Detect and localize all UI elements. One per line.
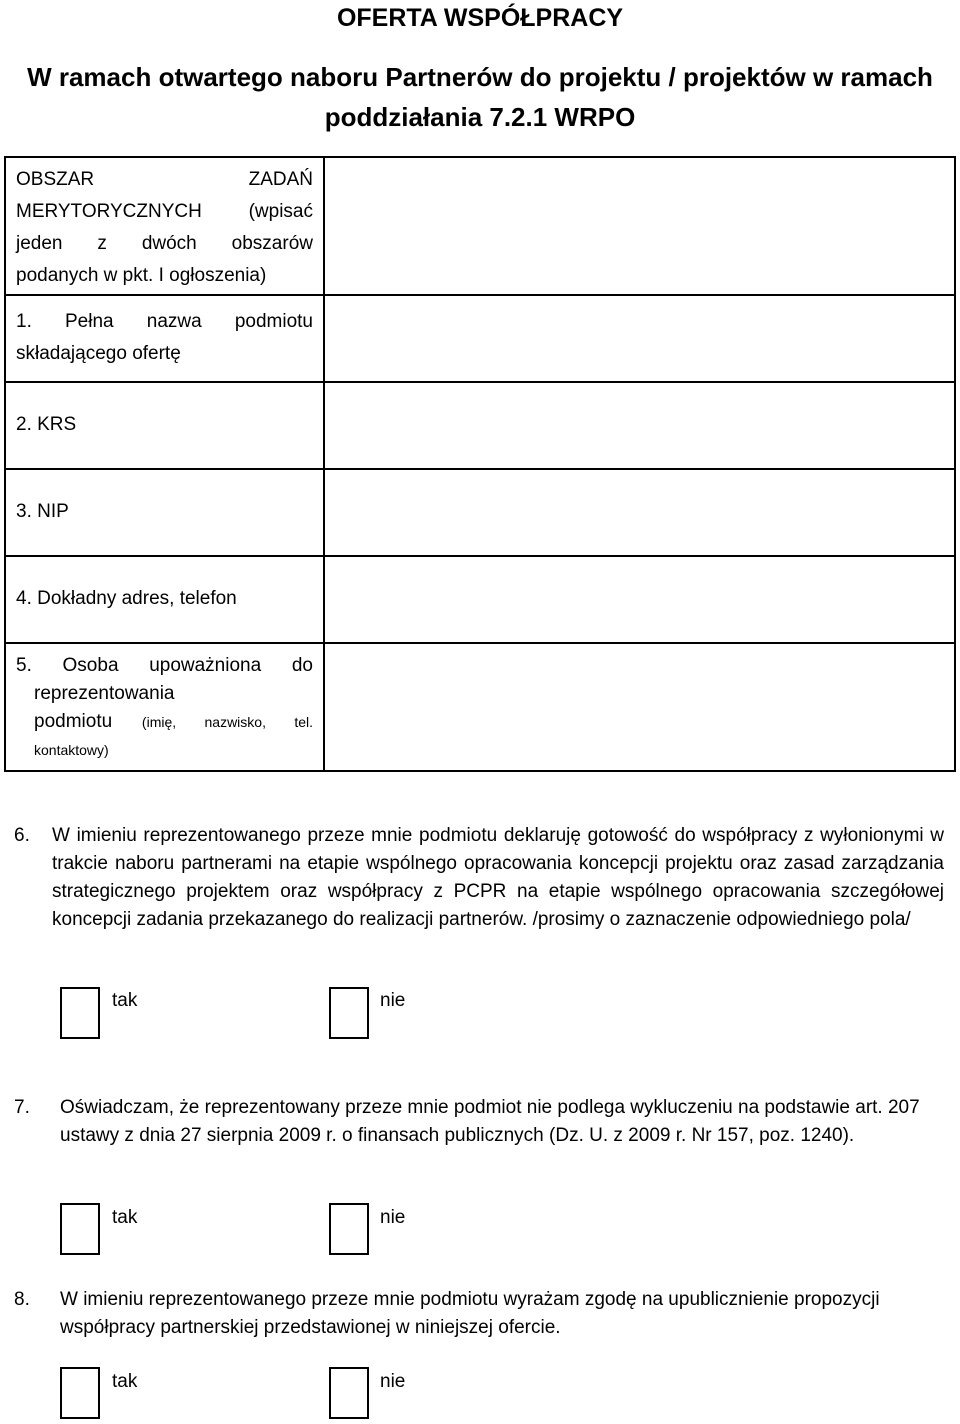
declaration-8-no-label: nie	[380, 1371, 406, 1392]
declaration-7-yes-label: tak	[112, 1207, 138, 1228]
declaration-text: W imieniu reprezentowanego przeze mnie podmiotu deklaruję gotowość do współpracy z wyłonionymi w trakcie naboru partnerami na etapie wspólnego opracowania koncepcji projektu oraz zasad zarządzania strategicznego projektem oraz współpracy z PCPR na etapie wspólnego opracowania szczegółowej koncepcji zadania przekazanego do realizacji partnerów. /prosimy o zaznaczenie odpowiedniego pola/	[52, 825, 944, 930]
offer-form-table	[4, 156, 956, 772]
krs-value-field[interactable]	[324, 382, 955, 469]
form-row-representative	[5, 643, 955, 771]
declaration-number: 7.	[14, 1097, 30, 1118]
declaration-8-yes-checkbox[interactable]	[60, 1367, 100, 1419]
declaration-6-yes-checkbox[interactable]	[60, 987, 100, 1039]
area-label-line: jeden z dwóch obszarów	[16, 233, 313, 254]
form-row-address	[5, 556, 955, 643]
form-row-nip	[5, 469, 955, 556]
declaration-8-no-checkbox[interactable]	[329, 1367, 369, 1419]
entity-name-label-cell	[5, 295, 324, 382]
declaration-6-no-label: nie	[380, 990, 406, 1011]
address-label-cell	[5, 556, 324, 643]
document-title	[0, 3, 960, 33]
form-row-entity-name	[5, 295, 955, 382]
entity-name-label-line: 1. Pełna nazwa podmiotu	[16, 311, 313, 332]
declaration-8-yes-label: tak	[112, 1371, 138, 1392]
declaration-7	[14, 1094, 934, 1150]
entity-name-value-field[interactable]	[324, 295, 955, 382]
area-label-line: MERYTORYCZNYCH (wpisać	[16, 201, 313, 222]
representative-label-hint-cont: kontaktowy)	[34, 742, 109, 758]
area-label-cell	[5, 157, 324, 295]
entity-name-label-line: składającego ofertę	[16, 343, 181, 364]
representative-label-main: podmiotu	[34, 711, 113, 732]
area-label-line: OBSZAR ZADAŃ	[16, 169, 313, 190]
declaration-6-no-checkbox[interactable]	[329, 987, 369, 1039]
representative-value-field[interactable]	[324, 643, 955, 771]
declaration-number: 8.	[14, 1289, 30, 1310]
document-subtitle-line2: poddziałania 7.2.1 WRPO	[324, 102, 636, 132]
declaration-6	[14, 822, 944, 934]
address-label: 4. Dokładny adres, telefon	[16, 588, 237, 609]
declaration-8	[14, 1286, 934, 1342]
representative-label-line: reprezentowania	[34, 683, 175, 704]
address-value-field[interactable]	[324, 556, 955, 643]
declaration-text: W imieniu reprezentowanego przeze mnie podmiotu wyrażam zgodę na upublicznienie propozycji współpracy partnerskiej przedstawionej w niniejszej ofercie.	[60, 1289, 880, 1338]
form-row-area	[5, 157, 955, 295]
form-row-krs	[5, 382, 955, 469]
nip-value-field[interactable]	[324, 469, 955, 556]
document-subtitle-line1: W ramach otwartego naboru Partnerów do projektu / projektów w ramach	[27, 62, 933, 92]
declaration-6-yes-label: tak	[112, 990, 138, 1011]
area-value-field[interactable]	[324, 157, 955, 295]
representative-label-cell	[5, 643, 324, 771]
declaration-7-no-checkbox[interactable]	[329, 1203, 369, 1255]
declaration-number: 6.	[14, 825, 30, 846]
area-label-line: podanych w pkt. I ogłoszenia)	[16, 265, 267, 286]
representative-label-line: 5. Osoba upoważniona do	[16, 655, 313, 676]
nip-label: 3. NIP	[16, 501, 69, 522]
declaration-7-yes-checkbox[interactable]	[60, 1203, 100, 1255]
declaration-text: Oświadczam, że reprezentowany przeze mnie podmiot nie podlega wykluczeniu na podstawie art. 207 ustawy z dnia 27 sierpnia 2009 r. o finansach publicznych (Dz. U. z 2009 r. Nr 157, poz. 1240).	[60, 1097, 920, 1146]
nip-label-cell	[5, 469, 324, 556]
representative-label-line	[16, 708, 313, 736]
declaration-7-no-label: nie	[380, 1207, 406, 1228]
representative-label-hint: (imię, nazwisko, tel.	[141, 714, 313, 730]
krs-label: 2. KRS	[16, 414, 77, 435]
krs-label-cell	[5, 382, 324, 469]
title-text: OFERTA WSPÓŁPRACY	[336, 4, 624, 32]
